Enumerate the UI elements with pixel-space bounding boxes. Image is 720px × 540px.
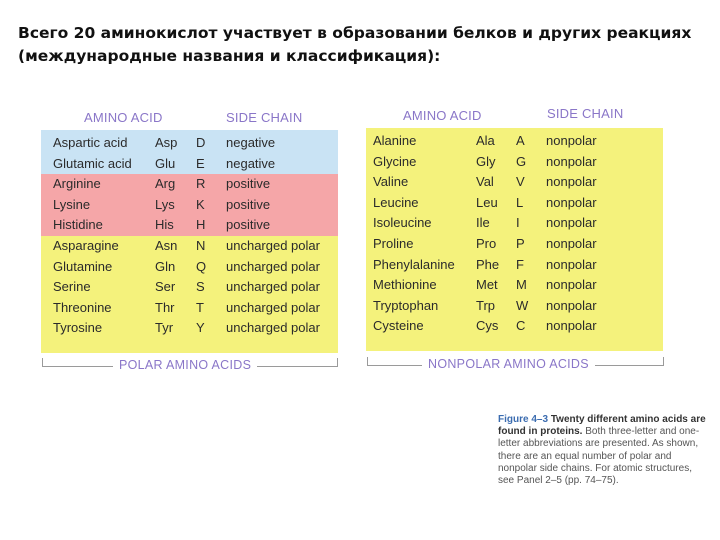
- side-chain-type: nonpolar: [546, 174, 597, 190]
- amino-acid-name: Alanine: [373, 133, 417, 148]
- one-letter-code: K: [196, 196, 205, 212]
- side-chain-type: nonpolar: [546, 297, 597, 313]
- one-letter-code: C: [516, 318, 526, 334]
- one-letter-code: E: [196, 155, 205, 171]
- figure-caption: [498, 414, 706, 487]
- three-letter-code: Val: [476, 174, 494, 190]
- side-chain-type: nonpolar: [546, 133, 597, 148]
- three-letter-code: Asp: [155, 135, 178, 150]
- amino-acid-row: [366, 152, 663, 173]
- one-letter-code: H: [196, 217, 206, 233]
- slide-title: Всего 20 аминокислот участвует в образовании белков и других реакциях (международные названия и классификация):: [18, 24, 692, 65]
- three-letter-code: Lys: [155, 196, 175, 212]
- one-letter-code: A: [516, 133, 525, 148]
- one-letter-code: Y: [196, 320, 205, 336]
- three-letter-code: Ala: [476, 133, 495, 148]
- one-letter-code: R: [196, 176, 206, 192]
- amino-acid-name: Methionine: [373, 277, 437, 293]
- amino-acid-name: Serine: [53, 279, 91, 295]
- side-chain-type: uncharged polar: [226, 279, 320, 295]
- side-chain-type: uncharged polar: [226, 299, 320, 315]
- polar-bracket-right-tick: [337, 358, 338, 367]
- amino-acid-name: Glutamic acid: [53, 155, 132, 171]
- amino-acid-name: Isoleucine: [373, 215, 432, 231]
- nonpolar-bracket-left-tick: [367, 357, 368, 366]
- one-letter-code: T: [196, 299, 204, 315]
- side-chain-type: nonpolar: [546, 153, 597, 169]
- amino-acid-name: Tyrosine: [53, 320, 103, 336]
- amino-acid-name: Tryptophan: [373, 297, 439, 313]
- amino-acid-name: Phenylalanine: [373, 256, 455, 272]
- amino-acid-name: Aspartic acid: [53, 135, 128, 150]
- amino-acid-name: Asparagine: [53, 237, 119, 253]
- side-chain-type: positive: [226, 196, 271, 212]
- side-chain-type: negative: [226, 155, 276, 171]
- one-letter-code: S: [196, 279, 205, 295]
- amino-acid-name: Glycine: [373, 153, 417, 169]
- three-letter-code: Glu: [155, 155, 176, 171]
- three-letter-code: Met: [476, 277, 498, 293]
- amino-acid-row: [366, 131, 663, 152]
- amino-acid-name: Threonine: [53, 299, 112, 315]
- amino-acid-name: Leucine: [373, 194, 419, 210]
- amino-acid-row: [41, 257, 338, 278]
- amino-acid-row: [366, 193, 663, 214]
- amino-acid-name: Valine: [373, 174, 409, 190]
- one-letter-code: I: [516, 215, 520, 231]
- side-chain-type: positive: [226, 217, 271, 233]
- amino-acid-row: [41, 133, 338, 154]
- amino-acid-row: [366, 316, 663, 337]
- amino-acid-row: [41, 318, 338, 339]
- side-chain-type: negative: [226, 135, 276, 150]
- three-letter-code: Asn: [155, 237, 178, 253]
- three-letter-code: Gly: [476, 153, 496, 169]
- side-chain-type: uncharged polar: [226, 258, 320, 274]
- amino-acid-name: Cysteine: [373, 318, 424, 334]
- amino-acid-name: Proline: [373, 235, 414, 251]
- amino-acid-row: [41, 195, 338, 216]
- figure-number: Figure 4–3: [498, 414, 549, 425]
- three-letter-code: Leu: [476, 194, 498, 210]
- one-letter-code: N: [196, 237, 206, 253]
- one-letter-code: D: [196, 135, 206, 150]
- one-letter-code: G: [516, 153, 527, 169]
- amino-acid-row: [366, 234, 663, 255]
- three-letter-code: Tyr: [155, 320, 174, 336]
- amino-acid-name: Glutamine: [53, 258, 113, 274]
- polar-amino-acids-label: POLAR AMINO ACIDS: [113, 358, 257, 372]
- side-chain-type: positive: [226, 176, 271, 192]
- three-letter-code: His: [155, 217, 174, 233]
- three-letter-code: Cys: [476, 318, 499, 334]
- three-letter-code: Pro: [476, 235, 497, 251]
- amino-acid-row: [41, 174, 338, 195]
- three-letter-code: Ile: [476, 215, 490, 231]
- amino-acid-row: [41, 277, 338, 298]
- three-letter-code: Phe: [476, 256, 500, 272]
- amino-acid-name: Histidine: [53, 217, 103, 233]
- nonpolar-amino-acids-label: NONPOLAR AMINO ACIDS: [422, 357, 595, 371]
- nonpolar-bracket-right-tick: [663, 357, 664, 366]
- amino-acid-row: [366, 255, 663, 276]
- side-chain-type: nonpolar: [546, 235, 597, 251]
- polar-side-chain-header: SIDE CHAIN: [226, 110, 303, 125]
- amino-acid-name: Lysine: [53, 196, 91, 212]
- side-chain-type: nonpolar: [546, 256, 597, 272]
- polar-amino-acid-header: AMINO ACID: [84, 110, 163, 125]
- table-bottom-band: [366, 337, 663, 351]
- caption-body: Both three-letter and one-letter abbreviations are presented. As shown, there are an equal number of polar and nonpolar side chains. For atomic structures, see Panel 2–5 (pp. 74–75).: [498, 426, 700, 487]
- polar-amino-acids-table: [41, 130, 338, 353]
- amino-acid-row: [366, 275, 663, 296]
- three-letter-code: Arg: [155, 176, 176, 192]
- side-chain-type: nonpolar: [546, 318, 597, 334]
- one-letter-code: V: [516, 174, 525, 190]
- nonpolar-side-chain-header: SIDE CHAIN: [547, 106, 624, 121]
- three-letter-code: Thr: [155, 299, 175, 315]
- side-chain-type: nonpolar: [546, 277, 597, 293]
- caption-lead: Twenty different amino acids are found in proteins.: [498, 414, 706, 438]
- amino-acid-name: Arginine: [53, 176, 101, 192]
- one-letter-code: M: [516, 277, 527, 293]
- one-letter-code: L: [516, 194, 524, 210]
- one-letter-code: F: [516, 256, 524, 272]
- one-letter-code: W: [516, 297, 529, 313]
- nonpolar-amino-acids-table: [366, 128, 663, 351]
- side-chain-type: uncharged polar: [226, 320, 320, 336]
- side-chain-type: uncharged polar: [226, 237, 320, 253]
- amino-acid-row: [41, 236, 338, 257]
- one-letter-code: Q: [196, 258, 207, 274]
- three-letter-code: Ser: [155, 279, 176, 295]
- three-letter-code: Gln: [155, 258, 176, 274]
- table-bottom-band: [41, 339, 338, 353]
- amino-acid-row: [366, 213, 663, 234]
- three-letter-code: Trp: [476, 297, 496, 313]
- side-chain-type: nonpolar: [546, 215, 597, 231]
- polar-bracket-left-tick: [42, 358, 43, 367]
- amino-acid-row: [366, 296, 663, 317]
- amino-acid-row: [366, 172, 663, 193]
- one-letter-code: P: [516, 235, 525, 251]
- amino-acid-row: [41, 215, 338, 236]
- amino-acid-row: [41, 154, 338, 175]
- nonpolar-amino-acid-header: AMINO ACID: [403, 108, 482, 123]
- side-chain-type: nonpolar: [546, 194, 597, 210]
- amino-acid-row: [41, 298, 338, 319]
